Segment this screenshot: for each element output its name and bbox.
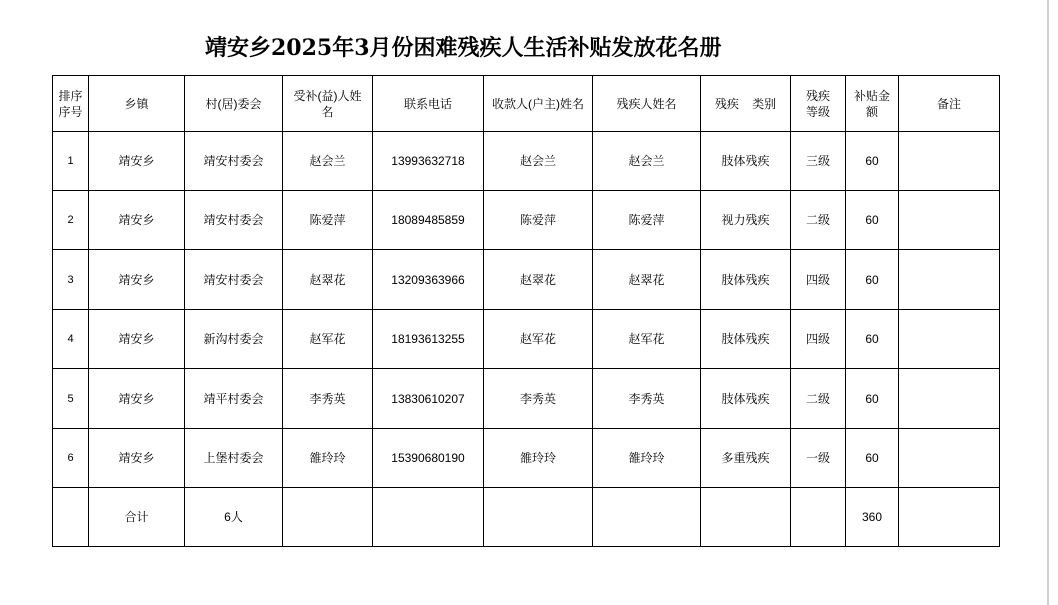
header-recipient-name bbox=[283, 76, 373, 132]
header-line: 残疾 bbox=[805, 88, 830, 103]
cell-remarks bbox=[899, 429, 1000, 488]
cell-village-committee: 靖安村委会 bbox=[185, 250, 283, 310]
header-disability-type bbox=[701, 76, 791, 132]
page-title: 靖安乡2025年3月份困难残疾人生活补贴发放花名册 bbox=[205, 35, 722, 61]
cell-phone: 13830610207 bbox=[373, 369, 484, 429]
cell-village-committee: 上堡村委会 bbox=[185, 429, 283, 488]
cell-township: 靖安乡 bbox=[89, 429, 185, 488]
cell-village-committee: 靖安村委会 bbox=[185, 191, 283, 250]
cell-remarks bbox=[899, 310, 1000, 369]
header-seq bbox=[53, 76, 89, 132]
table-row bbox=[53, 369, 1000, 429]
table-total-row bbox=[53, 488, 1000, 547]
cell-disability-level bbox=[791, 488, 846, 547]
cell-seq: 4 bbox=[53, 310, 89, 369]
cell-disability-level: 二级 bbox=[791, 191, 846, 250]
header-line: 名 bbox=[321, 104, 334, 119]
cell-remarks bbox=[899, 191, 1000, 250]
cell-phone: 13993632718 bbox=[373, 132, 484, 191]
cell-subsidy-amount: 60 bbox=[846, 132, 899, 191]
cell-total-count: 6人 bbox=[185, 488, 283, 547]
cell-disability-type bbox=[701, 488, 791, 547]
cell-total-label: 合计 bbox=[89, 488, 185, 547]
header-line: 额 bbox=[865, 104, 878, 119]
header-township bbox=[89, 76, 185, 132]
cell-disability-type: 肢体残疾 bbox=[701, 132, 791, 191]
header-line: 残疾人姓名 bbox=[616, 96, 677, 111]
table-row bbox=[53, 132, 1000, 191]
header-disability-level bbox=[791, 76, 846, 132]
cell-payee-name: 赵军花 bbox=[484, 310, 593, 369]
cell-payee-name: 雒玲玲 bbox=[484, 429, 593, 488]
header-line: 补贴金 bbox=[853, 88, 890, 103]
cell-phone bbox=[373, 488, 484, 547]
cell-village-committee: 新沟村委会 bbox=[185, 310, 283, 369]
cell-payee-name bbox=[484, 488, 593, 547]
header-payee-name bbox=[484, 76, 593, 132]
header-line: 受补(益)人姓 bbox=[293, 88, 362, 103]
cell-payee-name: 赵翠花 bbox=[484, 250, 593, 310]
cell-payee-name: 赵会兰 bbox=[484, 132, 593, 191]
cell-seq: 2 bbox=[53, 191, 89, 250]
cell-disabled-person-name: 赵军花 bbox=[593, 310, 701, 369]
cell-seq: 6 bbox=[53, 429, 89, 488]
cell-recipient-name: 雒玲玲 bbox=[283, 429, 373, 488]
cell-subsidy-amount: 60 bbox=[846, 310, 899, 369]
cell-total-amount: 360 bbox=[846, 488, 899, 547]
header-village-committee bbox=[185, 76, 283, 132]
header-line: 排序 bbox=[58, 88, 83, 103]
cell-recipient-name: 赵会兰 bbox=[283, 132, 373, 191]
header-subsidy-amount bbox=[846, 76, 899, 132]
header-line: 备注 bbox=[936, 96, 961, 111]
cell-remarks bbox=[899, 132, 1000, 191]
cell-disability-type: 视力残疾 bbox=[701, 191, 791, 250]
cell-payee-name: 李秀英 bbox=[484, 369, 593, 429]
header-remarks bbox=[899, 76, 1000, 132]
cell-remarks bbox=[899, 488, 1000, 547]
cell-disabled-person-name: 李秀英 bbox=[593, 369, 701, 429]
cell-phone: 18193613255 bbox=[373, 310, 484, 369]
table-row bbox=[53, 310, 1000, 369]
cell-remarks bbox=[899, 369, 1000, 429]
cell-disabled-person-name: 赵翠花 bbox=[593, 250, 701, 310]
cell-disability-level: 二级 bbox=[791, 369, 846, 429]
cell-disability-level: 一级 bbox=[791, 429, 846, 488]
page-edge-line bbox=[1047, 0, 1049, 605]
cell-remarks bbox=[899, 250, 1000, 310]
cell-disabled-person-name: 雒玲玲 bbox=[593, 429, 701, 488]
cell-phone: 15390680190 bbox=[373, 429, 484, 488]
table-header-row bbox=[53, 76, 1000, 132]
cell-village-committee: 靖安村委会 bbox=[185, 132, 283, 191]
cell-township: 靖安乡 bbox=[89, 132, 185, 191]
header-line: 乡镇 bbox=[124, 96, 149, 111]
header-line: 收款人(户主)姓名 bbox=[492, 96, 584, 111]
cell-recipient-name: 陈爱萍 bbox=[283, 191, 373, 250]
cell-township: 靖安乡 bbox=[89, 369, 185, 429]
cell-disability-level: 四级 bbox=[791, 310, 846, 369]
cell-recipient-name bbox=[283, 488, 373, 547]
cell-payee-name: 陈爱萍 bbox=[484, 191, 593, 250]
cell-disability-type: 肢体残疾 bbox=[701, 369, 791, 429]
cell-disability-type: 肢体残疾 bbox=[701, 310, 791, 369]
cell-recipient-name: 赵军花 bbox=[283, 310, 373, 369]
table-row bbox=[53, 250, 1000, 310]
cell-subsidy-amount: 60 bbox=[846, 250, 899, 310]
cell-recipient-name: 赵翠花 bbox=[283, 250, 373, 310]
cell-recipient-name: 李秀英 bbox=[283, 369, 373, 429]
cell-subsidy-amount: 60 bbox=[846, 429, 899, 488]
cell-subsidy-amount: 60 bbox=[846, 191, 899, 250]
cell-seq: 1 bbox=[53, 132, 89, 191]
cell-village-committee: 靖平村委会 bbox=[185, 369, 283, 429]
cell-disabled-person-name: 赵会兰 bbox=[593, 132, 701, 191]
cell-township: 靖安乡 bbox=[89, 250, 185, 310]
header-line: 等级 bbox=[805, 104, 830, 119]
cell-phone: 13209363966 bbox=[373, 250, 484, 310]
cell-disability-level: 三级 bbox=[791, 132, 846, 191]
header-line: 村(居)委会 bbox=[205, 96, 262, 111]
subsidy-roster-table bbox=[52, 75, 1000, 547]
header-line: 序号 bbox=[58, 104, 83, 119]
header-disabled-person-name bbox=[593, 76, 701, 132]
cell-disabled-person-name bbox=[593, 488, 701, 547]
cell-seq bbox=[53, 488, 89, 547]
cell-township: 靖安乡 bbox=[89, 191, 185, 250]
cell-phone: 18089485859 bbox=[373, 191, 484, 250]
cell-seq: 3 bbox=[53, 250, 89, 310]
cell-subsidy-amount: 60 bbox=[846, 369, 899, 429]
table-row bbox=[53, 191, 1000, 250]
cell-disability-type: 肢体残疾 bbox=[701, 250, 791, 310]
header-line: 联系电话 bbox=[403, 96, 452, 111]
cell-disability-type: 多重残疾 bbox=[701, 429, 791, 488]
cell-disabled-person-name: 陈爱萍 bbox=[593, 191, 701, 250]
cell-township: 靖安乡 bbox=[89, 310, 185, 369]
header-phone bbox=[373, 76, 484, 132]
cell-seq: 5 bbox=[53, 369, 89, 429]
header-line: 残疾 类别 bbox=[714, 96, 777, 111]
table-row bbox=[53, 429, 1000, 488]
cell-disability-level: 四级 bbox=[791, 250, 846, 310]
